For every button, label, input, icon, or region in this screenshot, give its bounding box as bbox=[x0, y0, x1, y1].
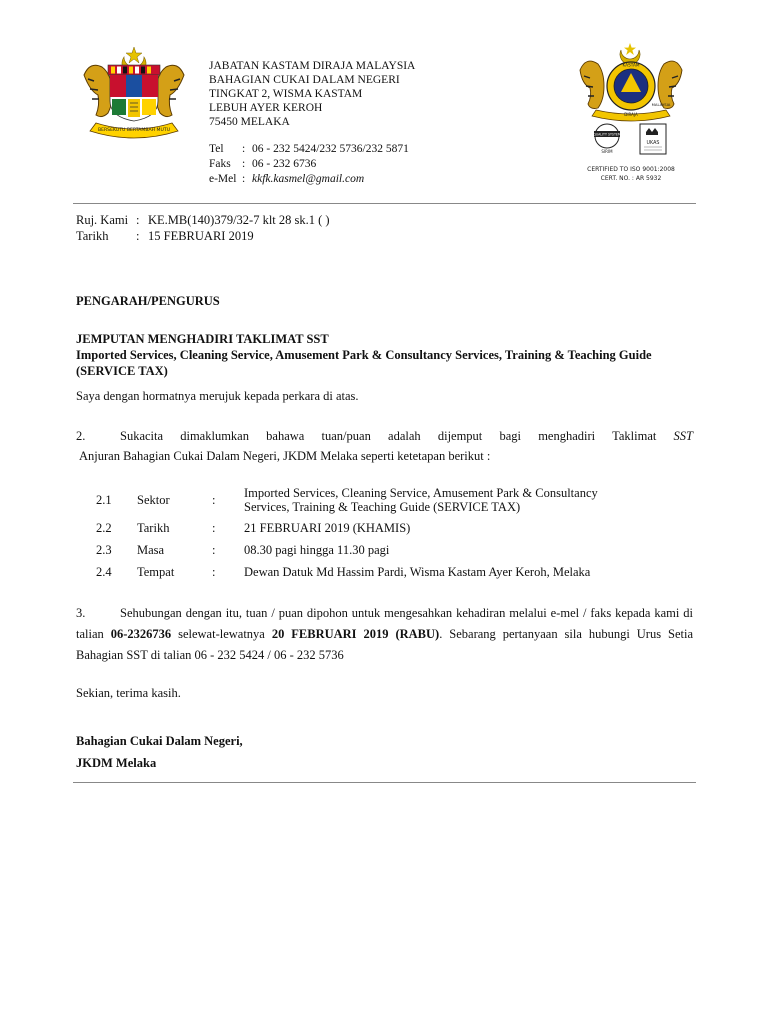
tel-label: Tel bbox=[209, 143, 224, 155]
ruj-value: KE.MB(140)379/32-7 klt 28 sk.1 ( ) bbox=[148, 213, 330, 227]
svg-text:QUALITY SYSTEM: QUALITY SYSTEM bbox=[593, 132, 621, 137]
malaysia-coat-of-arms-logo bbox=[78, 43, 190, 143]
paragraph-3: 3. Sehubungan dengan itu, tuan / puan dipohon untuk mengesahkan kehadiran melalui e-mel / faks kepada kami di talian 06-2326736 selewat-lewatnya 20 FEBRUARI 2019 (RABU). Sebarang pertanyaan sila hubungi Urus Setia Bahagian SST di talian 06 - 232 5424 / 06 - 232 5736 bbox=[76, 603, 693, 666]
paragraph-number: 2. bbox=[76, 429, 86, 443]
footer-divider bbox=[73, 782, 696, 783]
subject-title: JEMPUTAN MENGHADIRI TAKLIMAT SST bbox=[76, 332, 329, 346]
service-tax-label: SERVICE TAX bbox=[80, 364, 164, 378]
customs-certification-logo bbox=[574, 42, 688, 186]
signature-office: JKDM Melaka bbox=[76, 756, 157, 770]
email-link[interactable]: kkfk.kasmel@gmail.com bbox=[252, 173, 365, 185]
org-line: TINGKAT 2, WISMA KASTAM bbox=[209, 88, 363, 100]
org-line: LEBUH AYER KEROH bbox=[209, 102, 323, 114]
reference-block bbox=[76, 212, 330, 244]
ruj-label: Ruj. Kami bbox=[76, 213, 129, 227]
deadline-date: 20 FEBRUARI 2019 (RABU) bbox=[271, 627, 440, 641]
header-divider bbox=[73, 203, 696, 204]
fax-number: 06-2326736 bbox=[110, 627, 172, 641]
paragraph-number: 3. bbox=[76, 606, 86, 620]
addressee: PENGARAH/PENGURUS bbox=[76, 294, 220, 308]
organization-address bbox=[209, 59, 415, 129]
svg-text:BERSEKUTU BERTAMBAH MUTU: BERSEKUTU BERTAMBAH MUTU bbox=[97, 128, 171, 133]
svg-text:DIRAJA: DIRAJA bbox=[624, 112, 638, 117]
reference-row: Ruj. Kami : KE.MB(140)379/32-7 klt 28 sk.1 ( ) bbox=[76, 213, 330, 227]
date-value: 15 FEBRUARI 2019 bbox=[148, 229, 254, 243]
svg-text:KASTAM: KASTAM bbox=[622, 62, 640, 68]
org-line: BAHAGIAN CUKAI DALAM NEGERI bbox=[209, 74, 400, 86]
subject-detail: Imported Services, Cleaning Service, Amusement Park & Consultancy Services, Training & Teaching Guide (SERVICE TAX) bbox=[76, 348, 652, 378]
fax-value: 06 - 232 6736 bbox=[252, 158, 317, 170]
svg-text:SIRIM: SIRIM bbox=[601, 149, 613, 154]
email-row: e-Mel : kkfk.kasmel@gmail.com bbox=[209, 173, 365, 185]
svg-text:CERTIFIED TO ISO 9001:2008: CERTIFIED TO ISO 9001:2008 bbox=[587, 166, 675, 173]
paragraph-2-line2: Anjuran Bahagian Cukai Dalam Negeri, JKDM Melaka seperti ketetapan berikut : bbox=[79, 449, 491, 463]
org-line: JABATAN KASTAM DIRAJA MALAYSIA bbox=[209, 60, 416, 72]
email-label: e-Mel bbox=[209, 173, 237, 185]
contact-details bbox=[209, 142, 409, 187]
org-line: 75450 MELAKA bbox=[209, 116, 290, 128]
intro-paragraph: Saya dengan hormatnya merujuk kepada perkara di atas. bbox=[76, 389, 359, 403]
tel-row: Tel : 06 - 232 5424/232 5736/232 5871 bbox=[209, 143, 409, 155]
svg-text:UKAS: UKAS bbox=[646, 141, 660, 146]
closing-text: Sekian, terima kasih. bbox=[76, 686, 181, 700]
svg-text:CERT. NO. : AR 5932: CERT. NO. : AR 5932 bbox=[600, 175, 662, 182]
svg-text:MALAYSIA: MALAYSIA bbox=[651, 102, 671, 107]
fax-label: Faks bbox=[209, 158, 231, 170]
signature-block bbox=[76, 730, 693, 774]
signature-department: Bahagian Cukai Dalam Negeri, bbox=[76, 734, 243, 748]
date-row: Tarikh : 15 FEBRUARI 2019 bbox=[76, 229, 254, 243]
subject-block bbox=[76, 331, 693, 379]
paragraph-2: 2. Sukacita dimaklumkan bahawa tuan/puan adalah dijemput bagi menghadiri Taklimat SST Anjuran Bahagian Cukai Dalam Negeri, JKDM Melaka seperti ketetapan berikut : bbox=[76, 426, 693, 466]
sst-term: SST bbox=[673, 429, 693, 443]
date-label: Tarikh bbox=[76, 229, 109, 243]
tel-value: 06 - 232 5424/232 5736/232 5871 bbox=[252, 143, 409, 155]
fax-row: Faks : 06 - 232 6736 bbox=[209, 158, 317, 170]
